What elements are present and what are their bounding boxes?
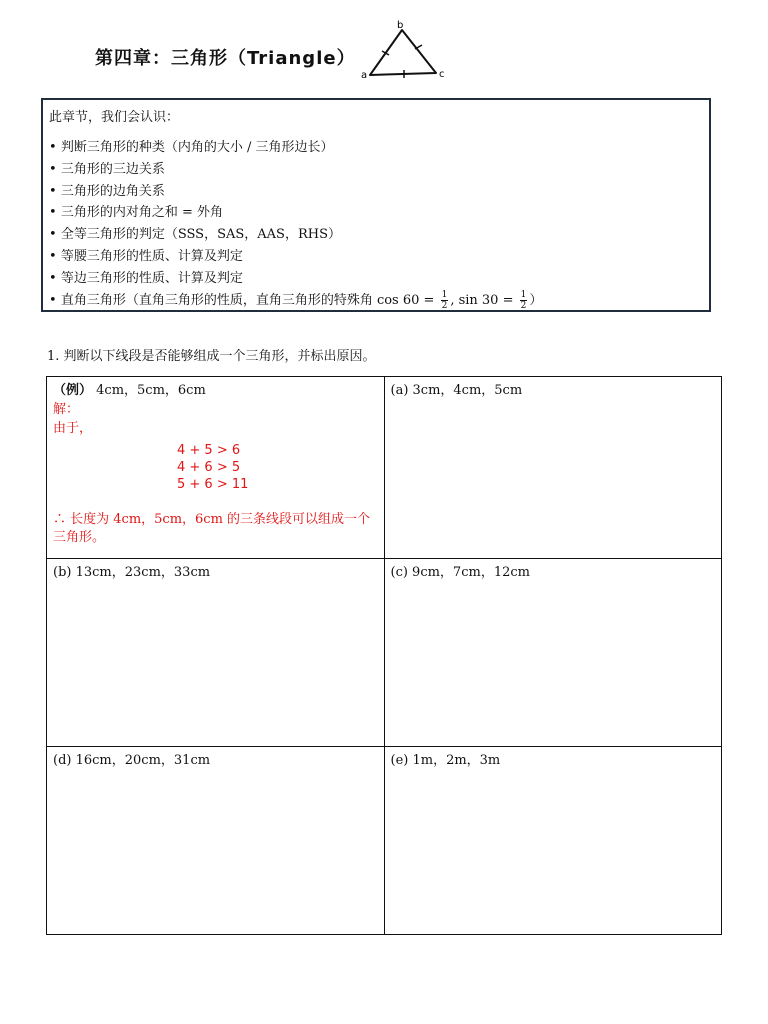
inequality: 4 + 5 > 6 [177,443,241,458]
cell-b-prompt: (b) 13cm，23cm，33cm [53,565,211,580]
inequality: 4 + 6 > 5 [177,460,241,475]
closing-paren: ） [529,292,543,308]
answer-cell-a[interactable] [384,377,722,559]
cell-a-prompt: (a) 3cm，4cm，5cm [390,383,523,398]
cell-d-prompt: (d) 16cm，20cm，31cm [53,753,211,768]
since-text: 由于， [53,421,93,436]
example-cell [47,377,385,559]
overview-item: • 等腰三角形的性质、计算及判定 [49,246,709,268]
chapter-title: 第四章：三角形（Triangle） [95,48,356,69]
overview-intro: 此章节，我们会认识： [49,110,180,125]
answer-cell-c[interactable] [384,559,722,747]
right-triangle-text: 直角三角形（直角三角形的性质，直角三角形的特殊角 [60,292,377,308]
overview-item: • 三角形的内对角之和 = 外角 [49,202,709,224]
cell-e-prompt: (e) 1m，2m，3m [390,753,501,768]
example-values: 4cm，5cm，6cm [92,383,206,398]
answer-cell-b[interactable] [47,559,385,747]
overview-item: • 三角形的三边关系 [49,159,709,181]
vertex-a-label: a [361,70,368,80]
chapter-overview-box [41,98,711,312]
fraction-half: $\frac{1}{2}$ [520,289,527,311]
sin-expression: , sin 30 = [450,292,518,308]
cell-c-prompt: (c) 9cm，7cm，12cm [390,565,530,580]
overview-item: • 三角形的边角关系 [49,181,709,203]
question-1-title: 1. 判断以下线段是否能够组成一个三角形，并标出原因。 [47,349,376,364]
overview-item-right-triangle [49,290,709,312]
overview-item: • 判断三角形的种类（内角的大小 / 三角形边长） [49,137,709,159]
answer-cell-e[interactable] [384,747,722,935]
fraction-half: $\frac{1}{2}$ [441,289,448,311]
solution-label: 解： [53,402,80,417]
cos-expression: cos 60 = [376,292,439,308]
vertex-c-label: c [439,69,445,80]
example-label: （例） [53,383,93,398]
conclusion-text: ∴ 长度为 4cm，5cm，6cm 的三条线段可以组成一个三角形。 [53,512,371,545]
overview-list [49,137,709,311]
answer-cell-d[interactable] [47,747,385,935]
answer-grid [46,376,722,935]
triangle-sketch-icon [360,18,460,80]
vertex-b-label: b [397,20,404,31]
inequality: 5 + 6 > 11 [177,477,249,492]
overview-item: • 全等三角形的判定（SSS，SAS，AAS，RHS） [49,224,709,246]
overview-item: • 等边三角形的性质、计算及判定 [49,268,709,290]
